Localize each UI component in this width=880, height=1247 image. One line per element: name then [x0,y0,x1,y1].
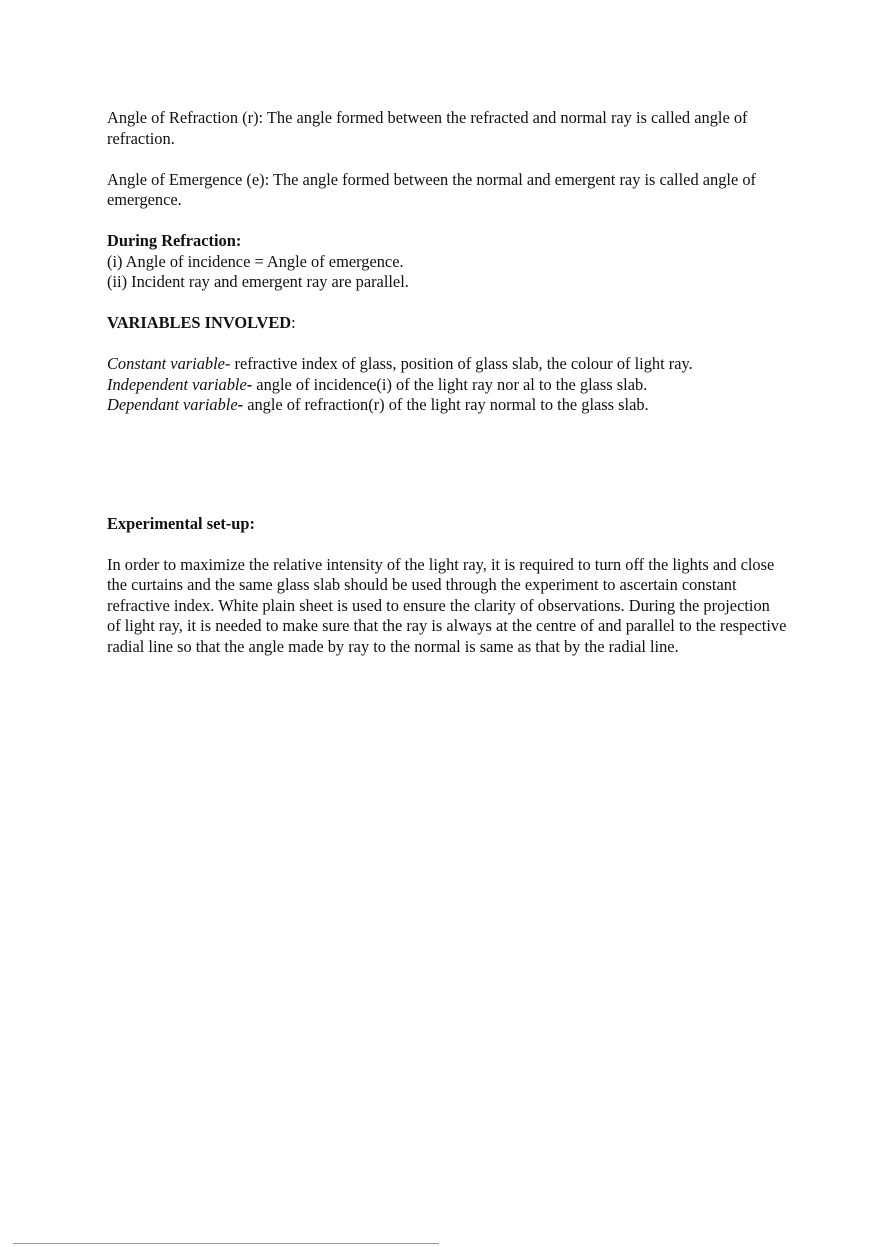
independent-variable-sep: - [246,374,253,394]
variables-heading [107,313,787,334]
variables-list [107,354,787,416]
independent-variable-label: Independent variable [107,374,247,394]
variables-heading-colon: : [291,313,296,332]
during-refraction-heading: During Refraction: [107,231,242,250]
dependent-variable-text: angle of refraction(r) of the light ray normal to the glass slab. [243,395,649,414]
dependent-variable-line [107,395,787,416]
dependent-variable-sep: - [237,395,244,414]
independent-variable-text: angle of incidence(i) of the light ray nor al to the glass slab. [252,374,648,394]
experimental-setup-paragraph: In order to maximize the relative intensity of the light ray, it is required to turn off the lights and close the curtains and the same glass slab should be used through the experiment to ascertain constant refractive index. White plain sheet is used to ensure the clarity of observations. During the projection of light ray, it is needed to make sure that the ray is always at the centre of and parallel to the respective radial line so that the angle made by ray to the normal is same as that by the radial line. [107,554,787,656]
constant-variable-line [107,354,787,375]
during-refraction-section [107,231,787,293]
document-page [107,108,787,657]
during-refraction-item: (i) Angle of incidence = Angle of emergence. [107,251,404,271]
independent-variable-line [107,375,787,396]
variables-heading-text: VARIABLES INVOLVED [107,313,292,332]
dependent-variable-label: Dependant variable [107,395,238,414]
emergence-angle-definition: Angle of Emergence (e): The angle formed between the normal and emergent ray is called angle of emergence. [107,169,756,209]
refraction-angle-definition: Angle of Refraction (r): The angle formed between the refracted and normal ray is called angle of refraction. [107,108,748,148]
experimental-setup-heading: Experimental set-up: [107,513,255,533]
constant-variable-label: Constant variable [107,354,225,373]
constant-variable-text: refractive index of glass, position of glass slab, the colour of light ray. [230,354,693,373]
constant-variable-sep: - [224,354,231,373]
footnote-separator-line [13,1243,439,1244]
during-refraction-item: (ii) Incident ray and emergent ray are parallel. [107,272,409,291]
